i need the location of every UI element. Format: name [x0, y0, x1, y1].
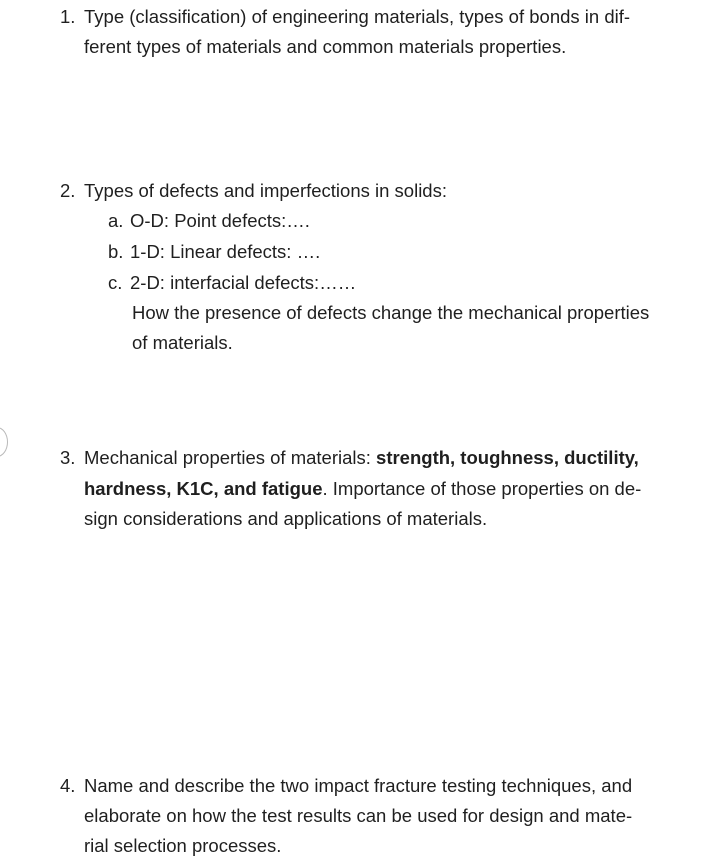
- item-1-number: 1.: [60, 6, 76, 27]
- item-1-line-2: ferent types of materials and common materials properties.: [84, 36, 567, 57]
- item-1-text-1: Type (classification) of engineering materials, types of bonds in dif-: [84, 6, 631, 27]
- subitem-a-text: O-D: Point defects:….: [130, 210, 310, 231]
- item-3-line-1: [60, 443, 639, 473]
- item-4-line-3: rial selection processes.: [84, 835, 282, 856]
- item-2-note-line-2: of materials.: [132, 332, 233, 353]
- item-2-number: 2.: [60, 180, 76, 201]
- item-3-text-2-plain: . Importance of those properties on de-: [322, 478, 642, 499]
- item-4-line-1: [60, 771, 632, 801]
- item-3-line-2: [84, 474, 641, 504]
- item-3-text-1-bold: strength, toughness, ductility,: [376, 447, 639, 468]
- subitem-a: [108, 206, 310, 236]
- item-4-line-2: elaborate on how the test results can be used for design and mate-: [84, 805, 633, 826]
- subitem-b-text: 1-D: Linear defects: ….: [130, 241, 321, 262]
- item-3-text-2-bold: hardness, K1C, and fatigue: [84, 478, 323, 499]
- item-2-text-1: Types of defects and imperfections in solids:: [84, 180, 447, 201]
- item-1-line-1: [60, 2, 630, 32]
- item-2-line-1: [60, 176, 447, 206]
- item-2-note-line-1: How the presence of defects change the mechanical properties: [132, 302, 650, 323]
- subitem-a-label: a.: [108, 210, 124, 231]
- item-3-number: 3.: [60, 447, 76, 468]
- subitem-c-label: c.: [108, 272, 123, 293]
- subitem-b-label: b.: [108, 241, 124, 262]
- item-3-line-3: sign considerations and applications of materials.: [84, 508, 488, 529]
- item-4-number: 4.: [60, 775, 76, 796]
- item-3-text-1-plain: Mechanical properties of materials:: [84, 447, 377, 468]
- subitem-c: [108, 268, 356, 298]
- item-4-text-1: Name and describe the two impact fracture testing techniques, and: [84, 775, 633, 796]
- margin-marker: [0, 427, 8, 457]
- subitem-b: [108, 237, 320, 267]
- subitem-c-text: 2-D: interfacial defects:……: [130, 272, 357, 293]
